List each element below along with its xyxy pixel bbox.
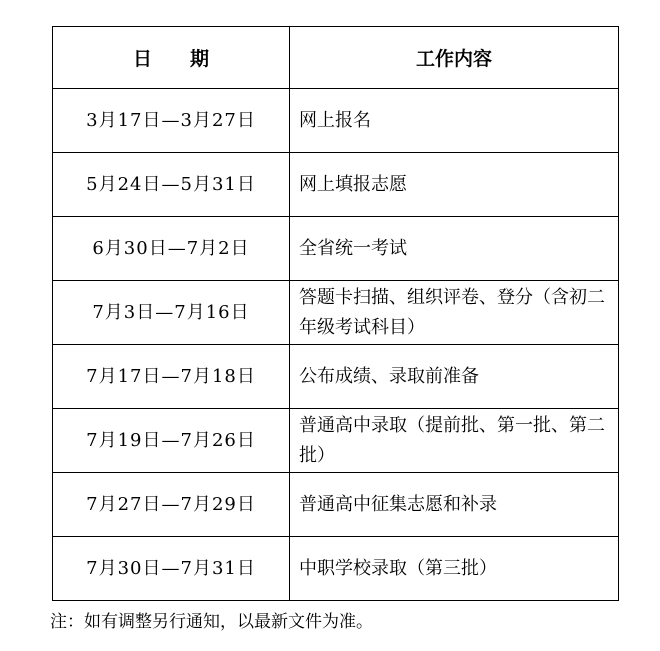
footnote: 注：如有调整另行通知，以最新文件为准。 [50, 612, 373, 632]
date-cell: 6月30日—7月2日 [53, 217, 290, 281]
date-cell: 7月17日—7月18日 [53, 345, 290, 409]
table-row [53, 153, 619, 217]
schedule-table [52, 26, 619, 601]
task-cell: 全省统一考试 [290, 217, 619, 281]
date-cell: 3月17日—3月27日 [53, 89, 290, 153]
task-cell: 中职学校录取（第三批） [290, 537, 619, 601]
table-row [53, 217, 619, 281]
table-row [53, 345, 619, 409]
date-cell: 7月27日—7月29日 [53, 473, 290, 537]
task-column-header: 工作内容 [290, 27, 619, 89]
table-row [53, 89, 619, 153]
table-row [53, 281, 619, 345]
date-cell: 7月19日—7月26日 [53, 409, 290, 473]
date-cell: 7月30日—7月31日 [53, 537, 290, 601]
table-row [53, 409, 619, 473]
table-row [53, 473, 619, 537]
task-cell: 网上报名 [290, 89, 619, 153]
task-cell: 答题卡扫描、组织评卷、登分（含初二年级考试科目） [290, 281, 619, 345]
task-cell: 公布成绩、录取前准备 [290, 345, 619, 409]
task-cell: 普通高中录取（提前批、第一批、第二批） [290, 409, 619, 473]
table-header-row [53, 27, 619, 89]
task-cell: 普通高中征集志愿和补录 [290, 473, 619, 537]
date-cell: 7月3日—7月16日 [53, 281, 290, 345]
date-cell: 5月24日—5月31日 [53, 153, 290, 217]
task-cell: 网上填报志愿 [290, 153, 619, 217]
table-row [53, 537, 619, 601]
date-column-header: 日 期 [53, 27, 290, 89]
